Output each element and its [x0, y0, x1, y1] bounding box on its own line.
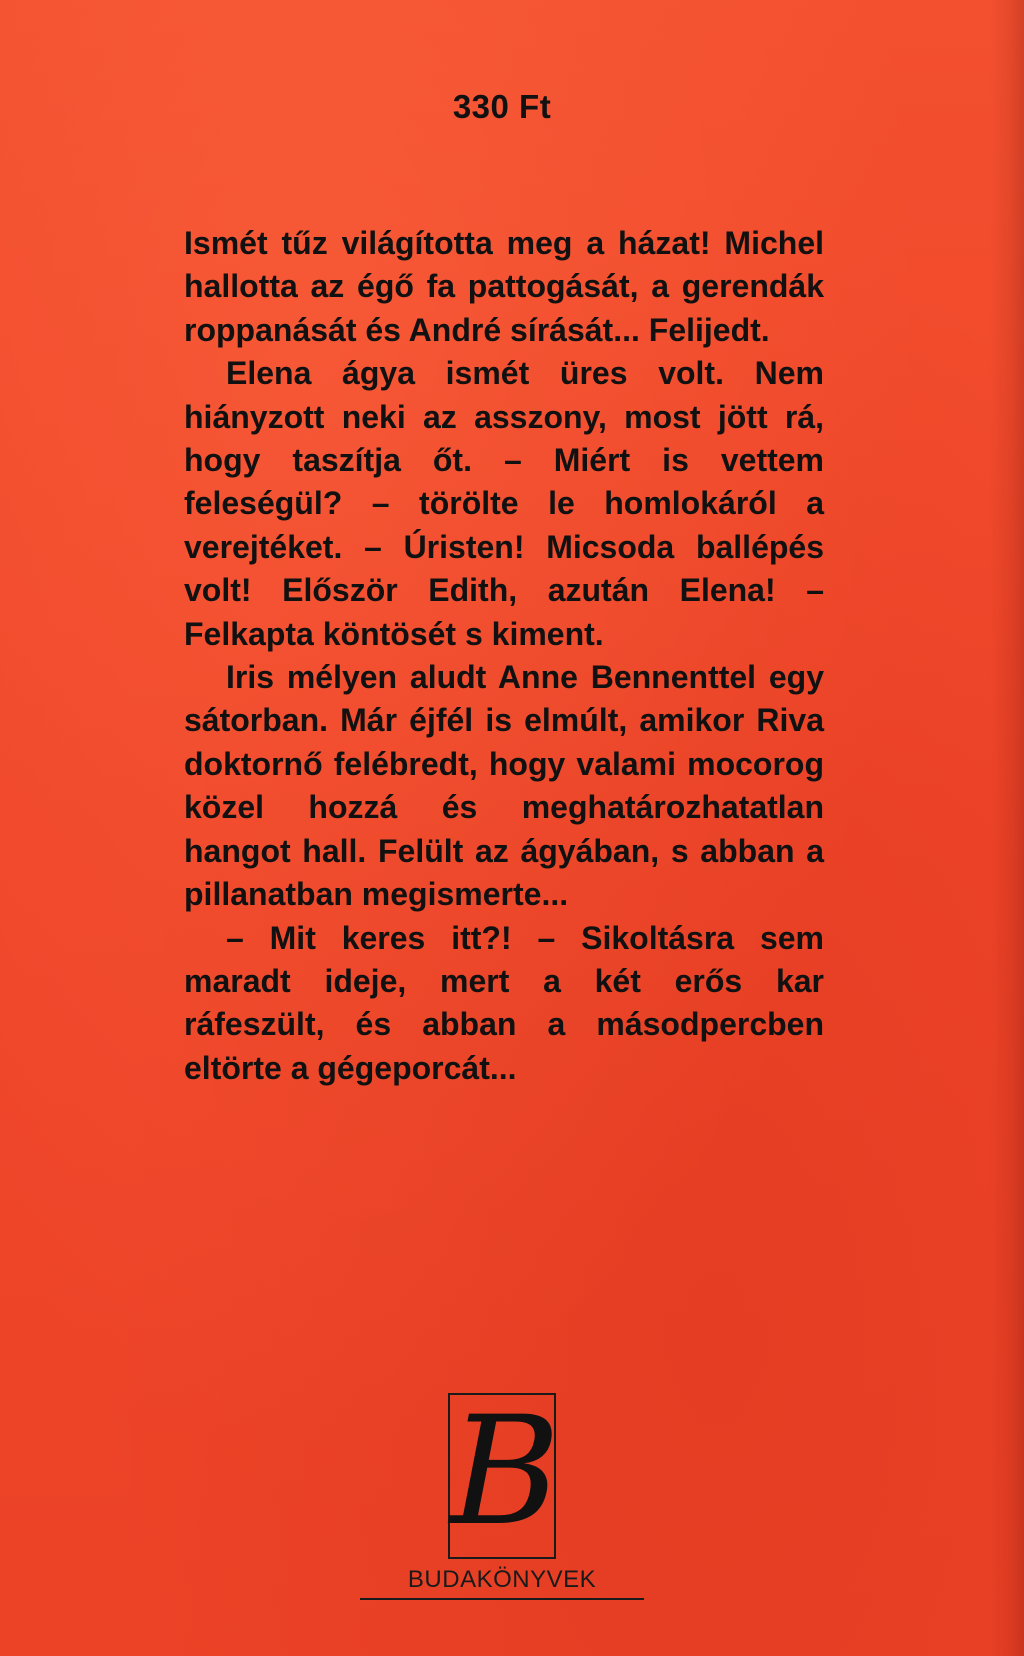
- publisher-logo: [448, 1385, 561, 1559]
- price-label: 330 Ft: [452, 88, 552, 125]
- publisher-name: BUDAKÖNYVEK: [360, 1566, 644, 1600]
- blurb-paragraph-4: – Mit keres itt?! – Sikoltásra sem maradt ideje, mert a két erős kar ráfeszült, és abban a másodpercben eltörte a gégeporcát...: [184, 919, 824, 1086]
- logo-letter: B: [450, 1385, 561, 1559]
- blurb-paragraph-2: Elena ágya ismét üres volt. Nem hiányzott neki az asszony, most jött rá, hogy taszítja őt. – Miért is vettem feleségül? – törölte le homlokáról a verejtéket. – Úristen! Micsoda ballépés volt! Először Edith, azután Elena! – Felkapta köntösét s kiment.: [184, 355, 824, 652]
- blurb-paragraph-1: Ismét tűz világította meg a házat! Michel hallotta az égő fa pattogását, a gerendák roppanását és André sírását... Felijedt.: [184, 225, 824, 348]
- blurb-paragraph-3: Iris mélyen aludt Anne Bennenttel egy sátorban. Már éjfél is elmúlt, amikor Riva doktornő felébredt, hogy valami mocorog közel hozzá és meghatározhatatlan hangot hall. Felült az ágyában, s abban a pillanatban megismerte...: [184, 659, 824, 913]
- blurb-text: [184, 222, 824, 1090]
- spine-shadow: [990, 0, 1024, 1656]
